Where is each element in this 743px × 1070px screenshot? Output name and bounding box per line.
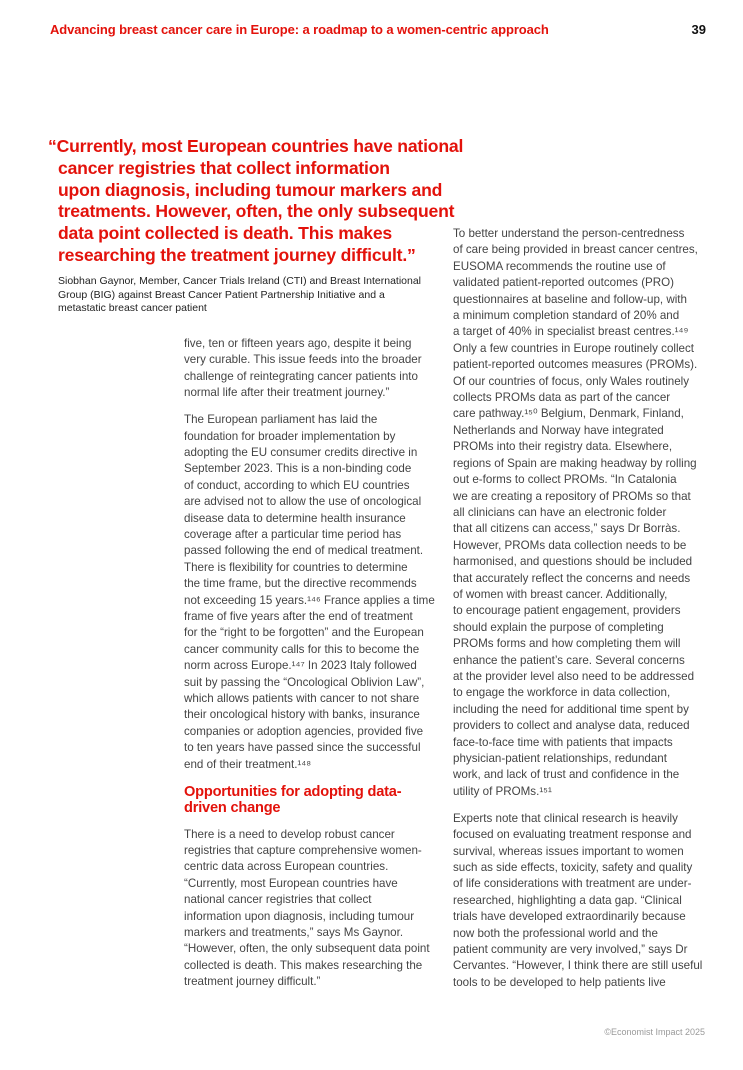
body-paragraph bbox=[184, 336, 434, 402]
text-line: their oncological history with banks, insurance bbox=[184, 708, 420, 722]
text-line: collected is death. This makes researching the bbox=[184, 958, 423, 972]
text-line: To better understand the person-centredness bbox=[453, 227, 685, 240]
text-line: work, and lack of trust and confidence in the bbox=[453, 768, 680, 782]
text-line: Opportunities for adopting data- bbox=[184, 783, 402, 800]
text-line: Cervantes. “However, I think there are still useful bbox=[453, 959, 703, 973]
text-line: disease data to determine health insurance bbox=[184, 511, 406, 525]
right-text-column bbox=[453, 226, 711, 1002]
text-line: cancer community calls for this to become the bbox=[184, 642, 420, 656]
text-line: normal life after their treatment journey.” bbox=[184, 386, 390, 400]
text-line: “However, often, the only subsequent data point bbox=[184, 942, 430, 956]
text-line: end of their treatment.¹⁴⁸ bbox=[184, 757, 312, 771]
text-line: Of our countries of focus, only Wales routinely bbox=[453, 374, 690, 388]
text-line: companies or adoption agencies, provided five bbox=[184, 724, 424, 738]
text-line: at the provider level also need to be addressed bbox=[453, 669, 695, 683]
pull-quote-line: “Currently, most European countries have national bbox=[48, 136, 464, 156]
text-line: trials have developed extraordinarily because bbox=[453, 910, 686, 924]
pull-quote-line: data point collected is death. This makes bbox=[58, 223, 392, 244]
pull-quote-attribution bbox=[58, 275, 438, 316]
text-line: EUSOMA recommends the routine use of bbox=[453, 259, 666, 273]
text-line: challenge of reintegrating cancer patients into bbox=[184, 369, 418, 383]
body-paragraph bbox=[453, 811, 711, 991]
text-line: now both the professional world and the bbox=[453, 926, 658, 940]
text-line: that accurately reflect the concerns and needs bbox=[453, 571, 691, 585]
text-line: physician-patient relationships, redundant bbox=[453, 752, 667, 765]
text-line: to encourage patient engagement, providers bbox=[453, 604, 681, 618]
text-line: registries that capture comprehensive women- bbox=[184, 843, 422, 857]
text-line: for the “right to be forgotten” and the European bbox=[184, 626, 424, 640]
text-line: enhance the patient’s care. Several concerns bbox=[453, 653, 685, 667]
text-line: passed following the end of medical treatment. bbox=[184, 544, 424, 558]
text-line: care pathway.¹⁵⁰ Belgium, Denmark, Finland, bbox=[453, 407, 684, 421]
text-line: patient community are very involved,” says Dr bbox=[453, 942, 688, 956]
attribution-line: Group (BIG) against Breast Cancer Patient Partnership Initiative and a bbox=[58, 288, 385, 301]
body-paragraph bbox=[453, 226, 711, 800]
text-line: to ten years have passed since the successful bbox=[184, 741, 421, 755]
pull-quote-line: researching the treatment journey difficult.” bbox=[58, 244, 416, 265]
text-line: of care being provided in breast cancer centres, bbox=[453, 243, 698, 257]
text-line: driven change bbox=[184, 800, 281, 817]
footer-copyright: ©Economist Impact 2025 bbox=[604, 1027, 705, 1037]
text-line: harmonised, and questions should be included bbox=[453, 555, 693, 569]
text-line: are advised not to allow the use of oncological bbox=[184, 495, 422, 509]
text-line: of life considerations with treatment are under- bbox=[453, 877, 692, 891]
document-title: Advancing breast cancer care in Europe: a roadmap to a women-centric approach bbox=[50, 22, 549, 37]
pull-quote-line: upon diagnosis, including tumour markers and bbox=[58, 179, 443, 200]
text-line: questionnaires at baseline and follow-up, with bbox=[453, 292, 687, 306]
text-line: norm across Europe.¹⁴⁷ In 2023 Italy followed bbox=[184, 659, 417, 673]
text-line: tools to be developed to help patients live bbox=[453, 975, 666, 989]
text-line: of women with breast cancer. Additionally, bbox=[453, 587, 668, 601]
text-line: survival, whereas issues important to women bbox=[453, 844, 684, 858]
text-line: utility of PROMs.¹⁵¹ bbox=[453, 784, 552, 798]
text-line: PROMs into their registry data. Elsewhere, bbox=[453, 440, 673, 454]
text-line: coverage after a particular time period has bbox=[184, 527, 402, 541]
text-line: centric data across European countries. bbox=[184, 860, 389, 874]
text-line: of conduct, according to which EU countries bbox=[184, 478, 410, 492]
text-line: five, ten or fifteen years ago, despite it being bbox=[184, 337, 412, 350]
text-line: markers and treatments,” says Ms Gaynor. bbox=[184, 926, 404, 939]
text-line: “Currently, most European countries have bbox=[184, 876, 398, 890]
text-line: September 2023. This is a non-binding code bbox=[184, 462, 412, 476]
text-line: to engage the workforce in data collection, bbox=[453, 686, 671, 700]
body-paragraph bbox=[184, 412, 434, 773]
text-line: validated patient-reported outcomes (PRO) bbox=[453, 276, 675, 290]
text-line: providers to collect and analyse data, reduced bbox=[453, 719, 690, 733]
pull-quote-line: cancer registries that collect information bbox=[58, 157, 390, 178]
text-line: treatment journey difficult.” bbox=[184, 975, 321, 989]
text-line: a minimum completion standard of 20% and bbox=[453, 309, 680, 323]
text-line: information upon diagnosis, including tumour bbox=[184, 909, 415, 923]
text-line: foundation for broader implementation by bbox=[184, 429, 396, 443]
text-line: national cancer registries that collect bbox=[184, 893, 372, 907]
text-line: face-to-face time with patients that impacts bbox=[453, 735, 673, 749]
section-heading bbox=[184, 784, 434, 817]
text-line: PROMs forms and how completing them will bbox=[453, 637, 681, 651]
text-line: However, PROMs data collection needs to be bbox=[453, 538, 687, 552]
text-line: adopting the EU consumer credits directive in bbox=[184, 445, 418, 459]
text-line: There is flexibility for countries to determine bbox=[184, 560, 408, 574]
running-header bbox=[50, 22, 706, 42]
text-line: that all citizens can access,” says Dr Borràs. bbox=[453, 522, 681, 536]
text-line: researched, highlighting a data gap. “Clinical bbox=[453, 893, 682, 907]
text-line: including the need for additional time spent by bbox=[453, 702, 689, 716]
text-line: a target of 40% in specialist breast centres.¹⁴⁹ bbox=[453, 325, 689, 339]
text-line: not exceeding 15 years.¹⁴⁶ France applies a time bbox=[184, 593, 435, 607]
body-paragraph bbox=[184, 827, 434, 991]
text-line: very curable. This issue feeds into the broader bbox=[184, 353, 422, 367]
text-line: all clinicians can have an electronic folder bbox=[453, 505, 667, 519]
text-line: such as side effects, toxicity, safety and quality bbox=[453, 860, 693, 874]
text-line: patient-reported outcomes measures (PROMs). bbox=[453, 358, 698, 372]
attribution-line: Siobhan Gaynor, Member, Cancer Trials Ireland (CTI) and Breast International bbox=[58, 275, 422, 287]
text-line: frame of five years after the end of treatment bbox=[184, 610, 413, 623]
text-line: focused on evaluating treatment response and bbox=[453, 828, 692, 842]
text-line: Netherlands and Norway have integrated bbox=[453, 423, 664, 437]
text-line: collects PROMs data as part of the cancer bbox=[453, 391, 671, 405]
text-line: regions of Spain are making headway by rolling bbox=[453, 456, 697, 470]
text-line: Only a few countries in Europe routinely collect bbox=[453, 341, 695, 355]
text-line: should explain the purpose of completing bbox=[453, 620, 664, 634]
text-line: out e-forms to collect PROMs. “In Catalonia bbox=[453, 473, 677, 487]
page-number: 39 bbox=[691, 22, 706, 37]
left-text-column bbox=[184, 336, 434, 1001]
text-line: Experts note that clinical research is heavily bbox=[453, 811, 678, 825]
text-line: the time frame, but the directive recommends bbox=[184, 577, 417, 591]
text-line: suit by passing the “Oncological Oblivion Law”, bbox=[184, 675, 425, 689]
text-line: There is a need to develop robust cancer bbox=[184, 827, 395, 841]
attribution-line: metastatic breast cancer patient bbox=[58, 302, 207, 314]
pull-quote bbox=[48, 136, 464, 267]
pull-quote-line: treatments. However, often, the only subsequent bbox=[58, 201, 455, 222]
text-line: we are creating a repository of PROMs so that bbox=[453, 489, 691, 503]
text-line: The European parliament has laid the bbox=[184, 413, 378, 427]
text-line: which allows patients with cancer to not share bbox=[184, 692, 420, 706]
